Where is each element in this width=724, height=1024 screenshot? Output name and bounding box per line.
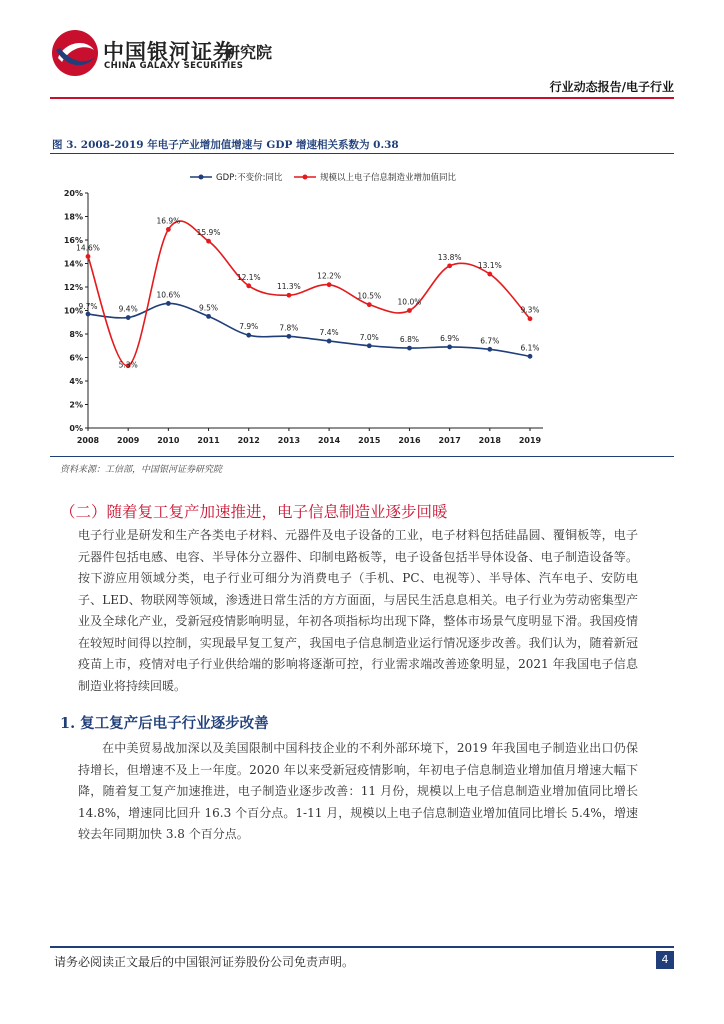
- y-tick-label: 2%: [69, 400, 83, 410]
- y-tick-label: 8%: [69, 330, 83, 339]
- data-label: 7.0%: [359, 332, 379, 342]
- data-label: 10.0%: [397, 297, 422, 307]
- chart-legend: [190, 172, 457, 183]
- x-tick-label: 2009: [117, 436, 140, 445]
- data-point: [487, 347, 492, 352]
- figure-divider-bottom: [50, 456, 674, 457]
- data-label: 12.1%: [236, 272, 261, 282]
- data-point: [86, 312, 91, 317]
- footer-disclaimer: 请务必阅读正文最后的中国银河证券股份公司免责声明。: [54, 955, 355, 969]
- data-point: [327, 339, 332, 344]
- header-divider: [50, 97, 674, 99]
- x-tick-label: 2014: [317, 436, 341, 445]
- data-point: [367, 343, 372, 348]
- data-point: [246, 333, 251, 338]
- page-number: 4: [656, 951, 674, 969]
- y-tick-label: 0%: [69, 424, 83, 433]
- data-label: 15.9%: [196, 228, 221, 238]
- data-point: [367, 302, 372, 307]
- data-point: [166, 227, 171, 232]
- x-tick-label: 2017: [438, 436, 461, 445]
- data-point: [126, 315, 131, 320]
- data-label: 10.6%: [156, 290, 181, 300]
- data-label: 7.4%: [319, 328, 339, 338]
- data-label: 9.5%: [199, 303, 219, 313]
- logo-institute: 研究院: [224, 43, 273, 62]
- figure-title: 图 3. 2008-2019 年电子产业增加值增速与 GDP 增速相关系数为 0.38: [52, 139, 399, 151]
- x-tick-label: 2015: [358, 436, 381, 445]
- data-point: [287, 293, 292, 298]
- y-tick-label: 16%: [63, 236, 83, 245]
- y-tick-label: 18%: [63, 212, 83, 222]
- data-point: [487, 272, 492, 277]
- x-tick-label: 2008: [76, 436, 100, 445]
- series-line-1: [88, 221, 530, 366]
- data-point: [246, 283, 251, 288]
- section-heading: （二）随着复工复产加速推进，电子信息制造业逐步回暖: [60, 503, 448, 521]
- data-label: 5.3%: [118, 360, 138, 370]
- data-label: 9.4%: [118, 304, 138, 314]
- data-point: [447, 263, 452, 268]
- data-point: [327, 282, 332, 287]
- logo-chinese-name: 中国银河证券: [103, 40, 235, 64]
- data-label: 6.1%: [520, 343, 540, 353]
- legend-label-gdp: GDP:不变价:同比: [216, 173, 283, 183]
- series-line-0: [88, 303, 530, 356]
- x-tick-label: 2019: [518, 436, 542, 445]
- data-label: 14.6%: [76, 243, 100, 253]
- data-label: 6.9%: [440, 333, 460, 343]
- report-type: 行业动态报告/电子行业: [549, 80, 674, 94]
- data-label: 6.8%: [399, 335, 419, 345]
- subsection-paragraph: 在中美贸易战加深以及美国限制中国科技企业的不利外部环境下，2019 年我国电子制造业出口仍保持增长，但增速不及上一年度。2020 年以来受新冠疫情影响，年初电子信息制造业增加值月增速大幅下降，随着复工复产加速推进，电子制造业逐步改善：11 月份，规模以上电子信息制造业增加值同比增长 14.8%，增速同比回升 16.3 个百分点。1-11 月，规模以上电子信息制造业增加值同比增长 5.4%，增速较去年同期加快 3.8 个百分点。: [78, 741, 638, 841]
- figure-divider-top: [50, 153, 674, 154]
- footer-divider: [50, 946, 674, 948]
- section-paragraph: 电子行业是研发和生产各类电子材料、元器件及电子设备的工业，电子材料包括硅晶圆、覆铜板等，电子元器件包括电感、电容、半导体分立器件、印制电路板等，电子设备包括半导体设备、电子制造设备等。按下游应用领域分类，电子行业可细分为消费电子（手机、PC、电视等）、半导体、汽车电子、安防电子、LED、物联网等领域，渗透进日常生活的方方面面，与居民生活息息相关。电子行业为劳动密集型产业及全球化产业，受新冠疫情影响明显，年初各项指标均出现下降，整体市场景气度明显下滑。我国疫情在较短时间得以控制，实现最早复工复产，我国电子信息制造业运行情况逐步改善。我们认为，随着新冠疫苗上市，疫情对电子行业供给端的影响将逐渐可控，行业需求端改善迹象明显，2021 年我国电子信息制造业将持续回暖。: [78, 528, 638, 693]
- subsection-heading: 1. 复工复产后电子行业逐步改善: [60, 715, 269, 732]
- data-label: 9.7%: [78, 302, 98, 312]
- data-point: [528, 354, 533, 359]
- logo-english-name: CHINA GALAXY SECURITIES: [104, 61, 244, 71]
- data-label: 6.7%: [480, 336, 500, 346]
- data-label: 13.1%: [477, 261, 502, 271]
- data-label: 16.9%: [156, 216, 181, 226]
- data-point: [166, 301, 171, 306]
- x-tick-label: 2011: [197, 436, 220, 445]
- data-label: 7.9%: [239, 322, 259, 332]
- x-tick-label: 2013: [277, 436, 301, 445]
- x-tick-label: 2010: [157, 436, 180, 445]
- legend-label-electronics: 规模以上电子信息制造业增加值同比: [320, 173, 457, 183]
- data-point: [528, 316, 533, 321]
- legend-marker-electronics: [303, 175, 308, 180]
- data-point: [86, 254, 91, 259]
- data-point: [206, 239, 211, 244]
- data-label: 11.3%: [276, 282, 301, 292]
- x-tick-label: 2016: [398, 436, 421, 445]
- y-tick-label: 14%: [63, 259, 83, 269]
- galaxy-logo-icon: [50, 28, 100, 78]
- data-point: [287, 334, 292, 339]
- x-tick-label: 2012: [237, 436, 260, 445]
- data-label: 10.5%: [357, 291, 382, 301]
- y-tick-label: 10%: [63, 306, 83, 316]
- data-label: 13.8%: [437, 252, 462, 262]
- y-tick-label: 20%: [63, 189, 83, 198]
- data-label: 7.8%: [279, 323, 299, 333]
- data-point: [447, 345, 452, 350]
- line-chart: [50, 160, 674, 452]
- figure-source: 资料来源：工信部，中国银河证券研究院: [60, 465, 223, 475]
- legend-marker-gdp: [199, 175, 204, 180]
- data-point: [407, 308, 412, 313]
- x-tick-label: 2018: [478, 436, 501, 445]
- y-tick-label: 4%: [69, 377, 83, 386]
- data-label: 12.2%: [317, 271, 342, 281]
- data-point: [206, 314, 211, 319]
- data-label: 9.3%: [520, 305, 540, 315]
- y-tick-label: 6%: [69, 353, 83, 363]
- data-point: [407, 346, 412, 351]
- y-tick-label: 12%: [63, 283, 83, 292]
